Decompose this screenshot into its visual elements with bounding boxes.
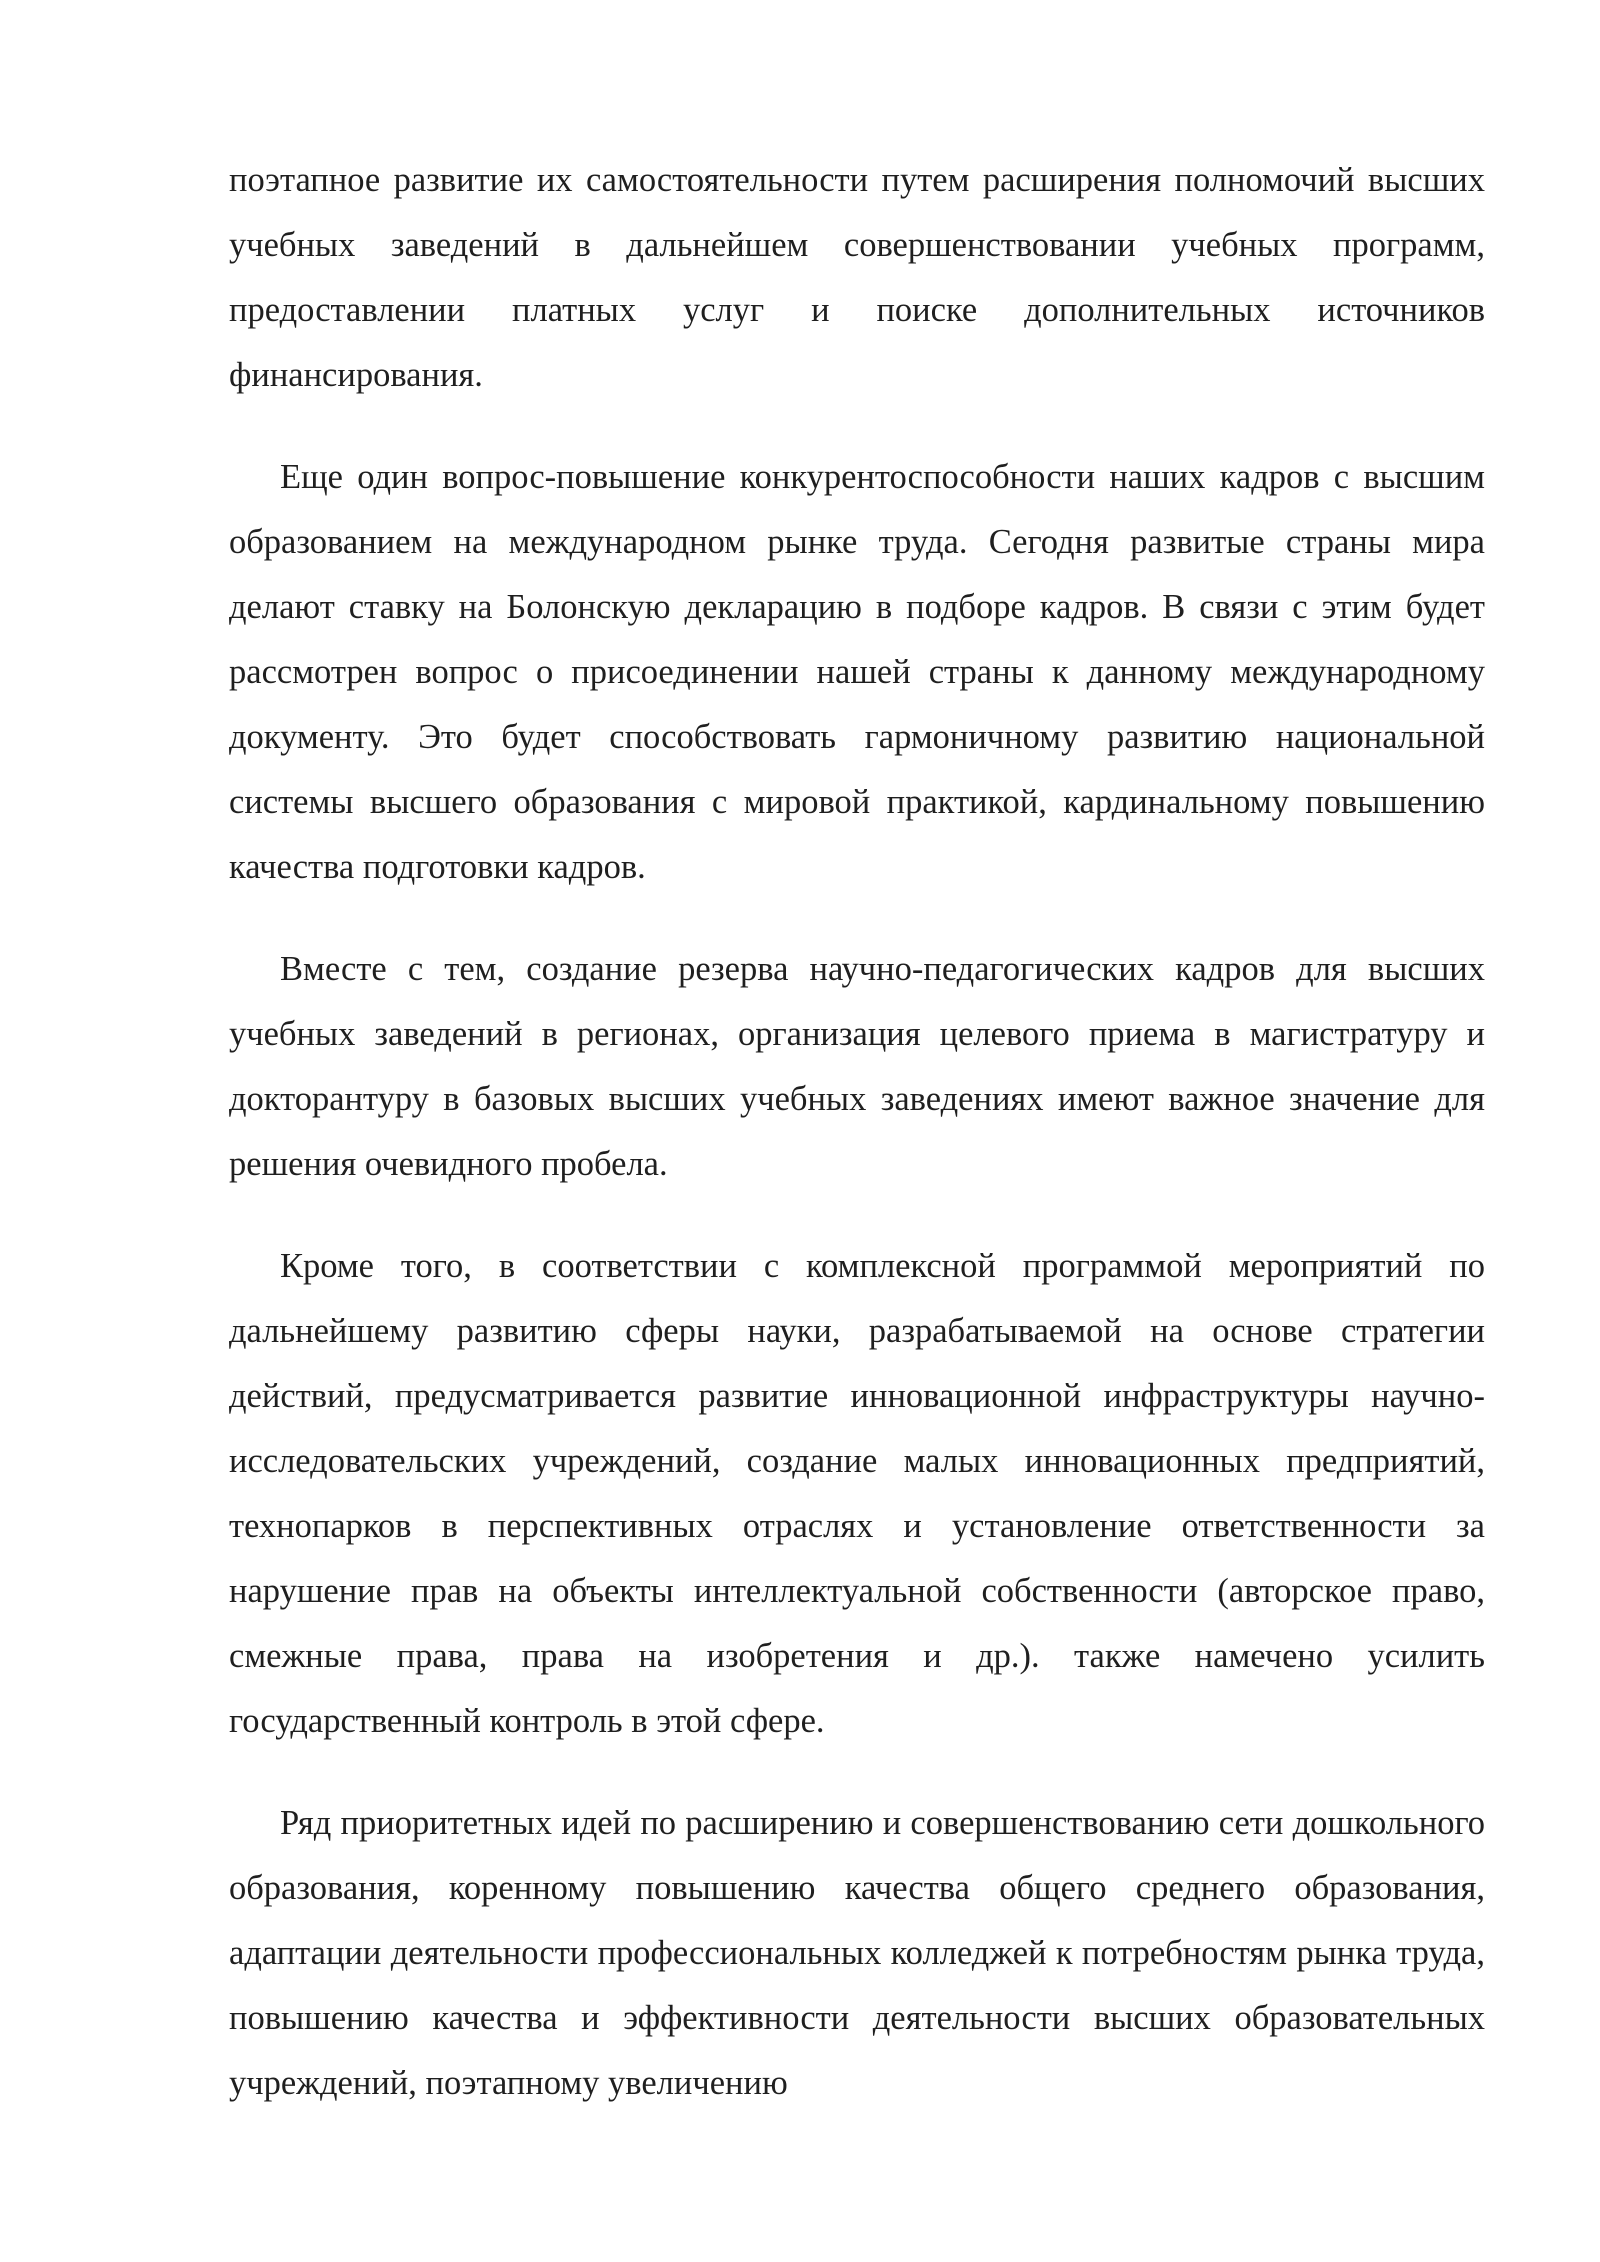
paragraph-personnel-reserve: Вместе с тем, создание резерва научно-педагогических кадров для высших учебных заведений в регионах, организация целевого приема в магистратуру и докторантуру в базовых высших учебных заведениях имеют важное значение для решения очевидного пробела.	[229, 950, 1485, 1183]
paragraph-continuation: поэтапное развитие их самостоятельности путем расширения полномочий высших учебных заведений в дальнейшем совершенствовании учебных программ, предоставлении платных услуг и поиске дополнительных источников финансирования.	[229, 161, 1485, 394]
paragraph-bologna: Еще один вопрос-повышение конкурентоспособности наших кадров с высшим образованием на международном рынке труда. Сегодня развитые страны мира делают ставку на Болонскую декларацию в подборе кадров. В связи с этим будет рассмотрен вопрос о присоединении нашей страны к данному международному документу. Это будет способствовать гармоничному развитию национальной системы высшего образования с мировой практикой, кардинальному повышению качества подготовки кадров.	[229, 458, 1485, 886]
paragraph-science-program: Кроме того, в соответствии с комплексной программой мероприятий по дальнейшему развитию сферы науки, разрабатываемой на основе стратегии действий, предусматривается развитие инновационной инфраструктуры научно-исследовательских учреждений, создание малых инновационных предприятий, технопарков в перспективных отраслях и установление ответственности за нарушение прав на объекты интеллектуальной собственности (авторское право, смежные права, права на изобретения и др.). также намечено усилить государственный контроль в этой сфере.	[229, 1247, 1485, 1740]
paragraph-priority-ideas: Ряд приоритетных идей по расширению и совершенствованию сети дошкольного образования, коренному повышению качества общего среднего образования, адаптации деятельности профессиональных колледжей к потребностям рынка труда, повышению качества и эффективности деятельности высших образовательных учреждений, поэтапному увеличению	[229, 1804, 1485, 2102]
document-body	[229, 148, 1485, 2153]
